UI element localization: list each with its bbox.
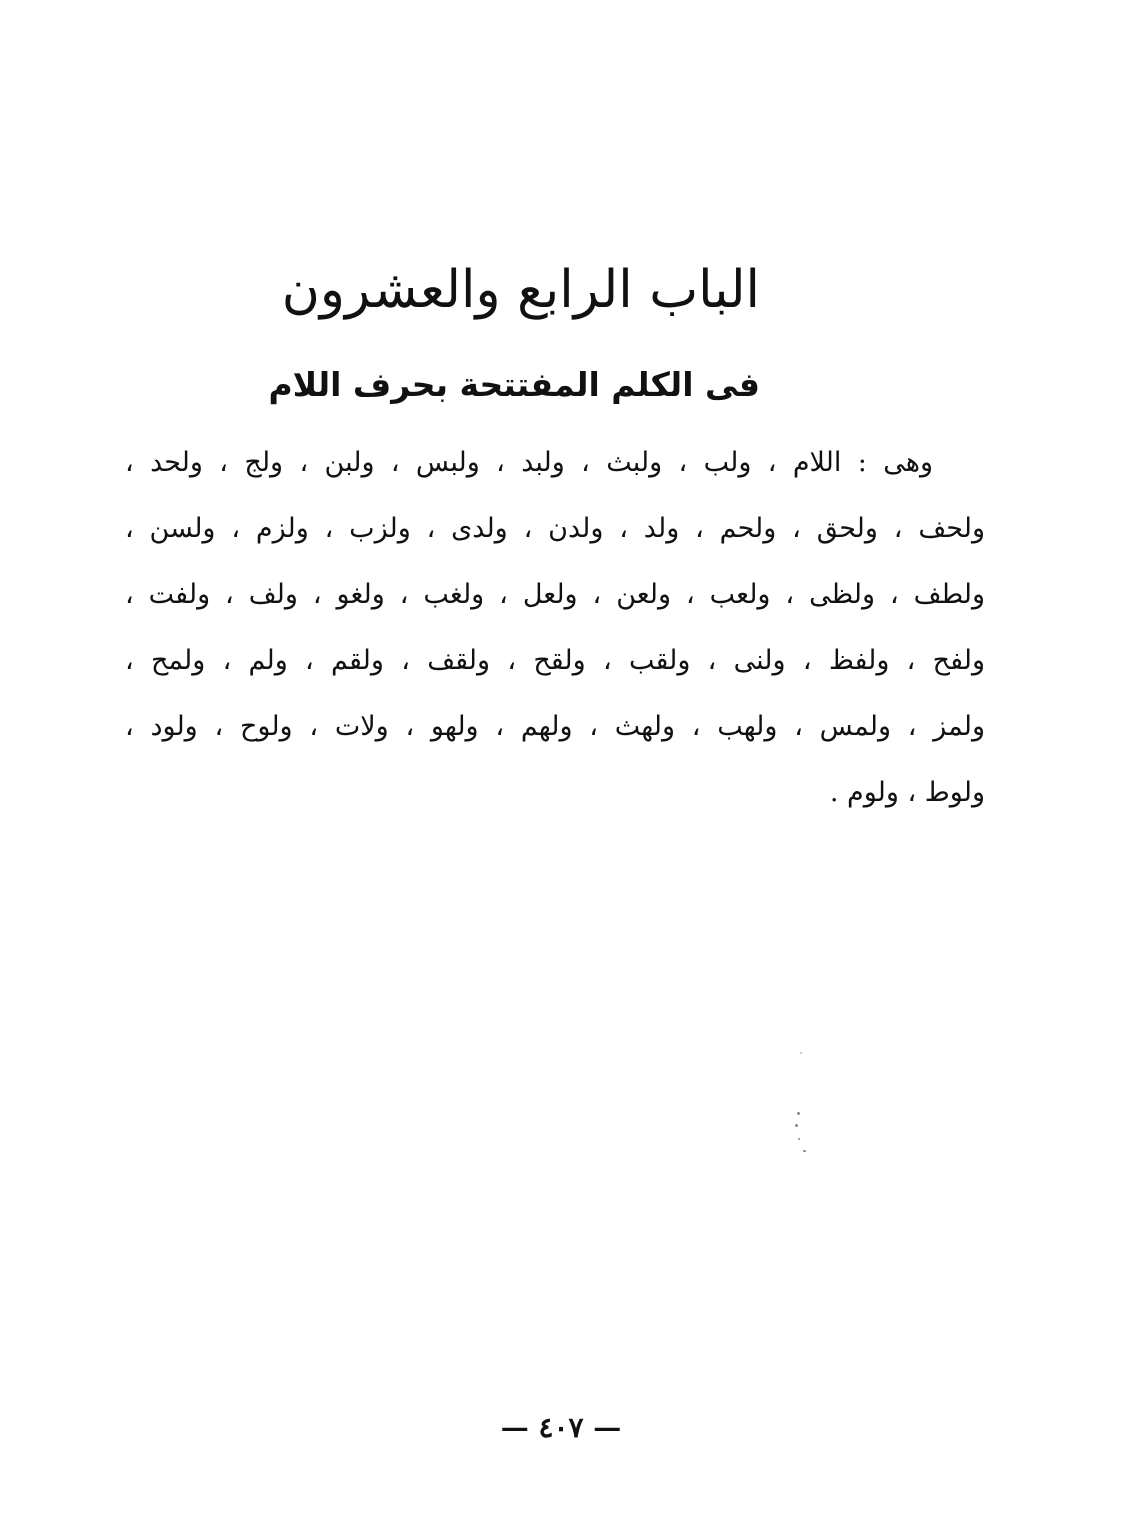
page-number: — ٤٠٧ — xyxy=(500,1411,622,1444)
chapter-subtitle: فى الكلم المفتتحة بحرف اللام xyxy=(268,365,760,404)
text-line: ولوط ، ولوم . xyxy=(829,777,985,808)
text-line: وهى : اللام ، ولب ، ولبث ، ولبد ، ولبس ، ولبن ، ولج ، ولحد ، xyxy=(125,447,933,478)
scan-speck xyxy=(797,1112,800,1115)
text-line: ولمز ، ولمس ، ولهب ، ولهث ، ولهم ، ولهو ، ولات ، ولوح ، ولود ، xyxy=(125,711,985,742)
scan-speck xyxy=(798,1138,800,1140)
text-line: ولفح ، ولفظ ، ولنى ، ولقب ، ولقح ، ولقف ، ولقم ، ولم ، ولمح ، xyxy=(125,645,985,676)
body-paragraph xyxy=(125,430,985,826)
scan-speck xyxy=(800,1052,802,1054)
scan-speck xyxy=(803,1150,806,1152)
text-line: ولحف ، ولحق ، ولحم ، ولد ، ولدن ، ولدى ، ولزب ، ولزم ، ولسن ، xyxy=(125,513,985,544)
text-line: ولطف ، ولظى ، ولعب ، ولعن ، ولعل ، ولغب ، ولغو ، ولف ، ولفت ، xyxy=(125,579,985,610)
chapter-title: الباب الرابع والعشرون xyxy=(281,260,760,320)
scan-speck xyxy=(795,1124,798,1127)
